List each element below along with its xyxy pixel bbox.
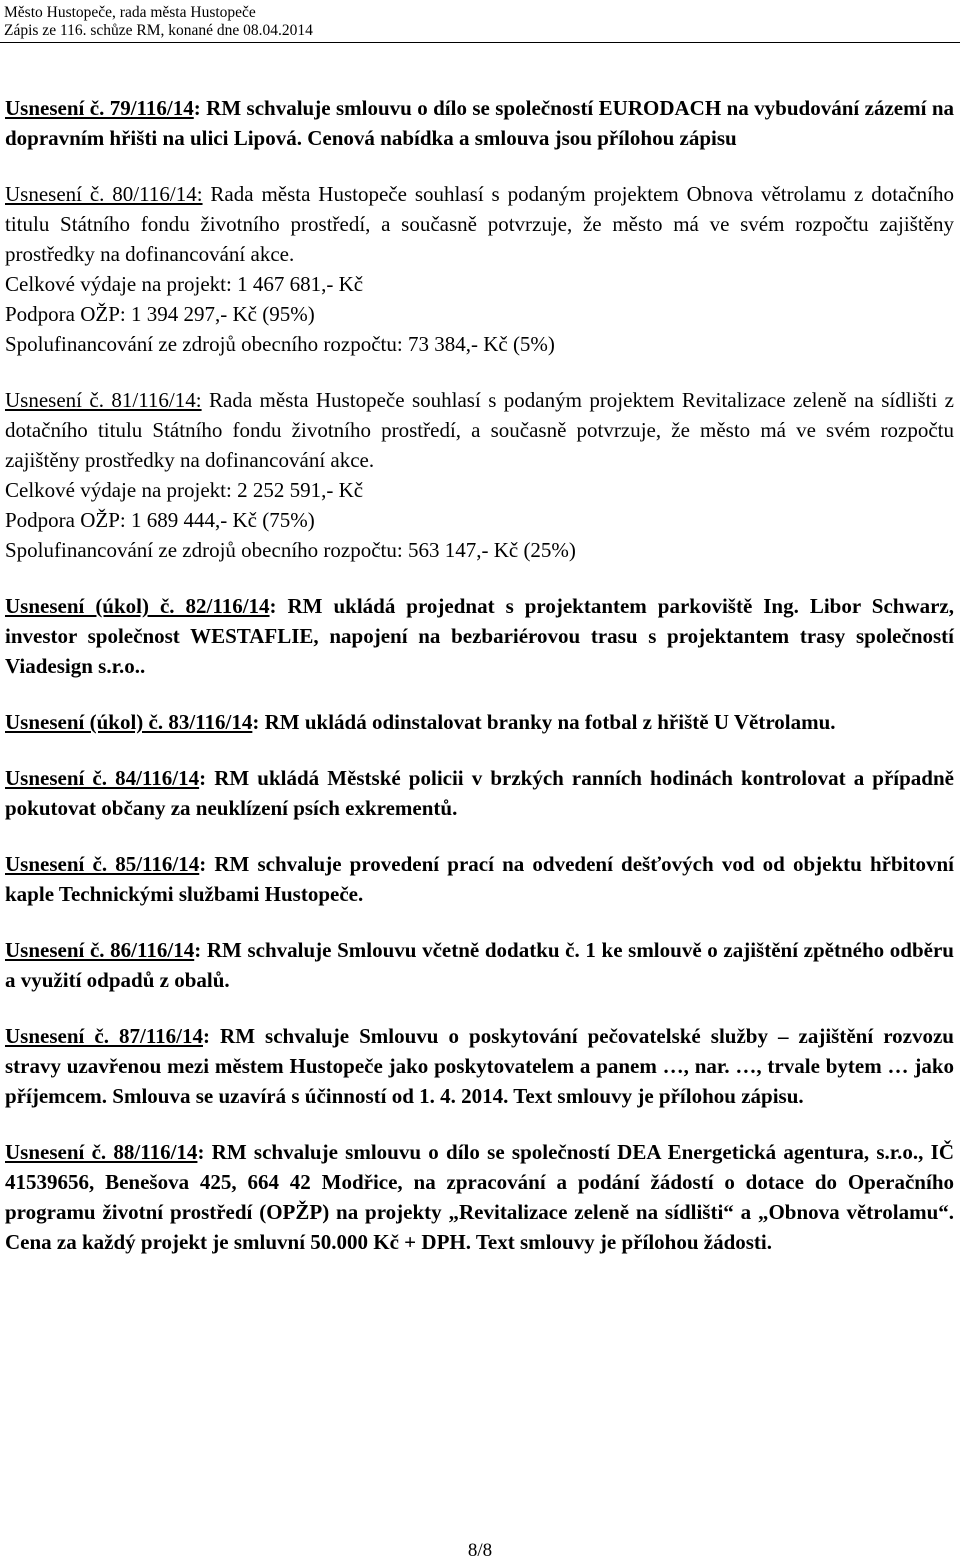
resolution-text: Rada města Hustopeče souhlasí s podaným projektem Revitalizace zeleně na sídlišti z dotačního titulu Státního fondu životního prostředí, a současně potvrzuje, že město má ve svém rozpočtu zajištěny prostředky na dofinancování akce.: [5, 388, 955, 472]
resolution-title: Usnesení č. 84/116/14: [5, 766, 200, 790]
page-number: 8/8: [467, 1540, 493, 1561]
budget-cofinancing: Spolufinancování ze zdrojů obecního rozpočtu: 563 147,- Kč (25%): [5, 538, 576, 562]
resolution-title: Usnesení č. 81/116/14:: [5, 388, 202, 412]
resolution-80: [5, 179, 954, 359]
resolution-text: : RM ukládá odinstalovat branky na fotbal z hřiště U Větrolamu.: [252, 710, 836, 734]
resolution-79: [5, 93, 954, 153]
header-municipality: Město Hustopeče, rada města Hustopeče: [4, 4, 256, 21]
page-header: [4, 4, 954, 40]
resolution-title: Usnesení č. 79/116/14: [5, 96, 194, 120]
resolution-text: Rada města Hustopeče souhlasí s podaným projektem Obnova větrolamu z dotačního titulu Státního fondu životního prostředí, a současně potvrzuje, že město má ve svém rozpočtu zajištěny prostředky na dofinancování akce.: [5, 182, 955, 266]
resolution-81: [5, 385, 954, 565]
resolution-text: : RM schvaluje Smlouvu o poskytování pečovatelské služby – zajištění rozvozu stravy uzavřenou mezi městem Hustopeče jako poskytovatelem a panem …, nar. …, trvale bytem … jako příjemcem. Smlouva se uzavírá s účinností od 1. 4. 2014. Text smlouvy je přílohou zápisu.: [5, 1024, 954, 1108]
resolution-text: : RM schvaluje smlouvu o dílo se společností EURODACH na vybudování zázemí na dopravním hřišti na ulici Lipová. Cenová nabídka a smlouva jsou přílohou zápisu: [5, 96, 955, 150]
budget-subsidy: Podpora OŽP: 1 394 297,- Kč (95%): [5, 302, 315, 326]
minutes-body: [5, 93, 954, 1257]
resolution-82: [5, 591, 954, 681]
resolution-86: [5, 935, 954, 995]
resolution-title: Usnesení č. 88/116/14: [5, 1140, 198, 1164]
resolution-text: : RM schvaluje smlouvu o dílo se společností DEA Energetická agentura, s.r.o., IČ 41539656, Benešova 425, 664 42 Modřice, na zpracování a podání žádostí o dotace do Operačního programu životní prostředí (OPŽP) na projekty „Revitalizace zeleně na sídlišti“ a „Obnova větrolamu“. Cena za každý projekt je smluvní 50.000 Kč + DPH. Text smlouvy je přílohou žádosti.: [5, 1140, 954, 1254]
budget-cofinancing: Spolufinancování ze zdrojů obecního rozpočtu: 73 384,- Kč (5%): [5, 332, 555, 356]
resolution-title: Usnesení (úkol) č. 82/116/14: [5, 594, 270, 618]
budget-total: Celkové výdaje na projekt: 2 252 591,- Kč: [5, 478, 364, 502]
resolution-title: Usnesení (úkol) č. 83/116/14: [5, 710, 253, 734]
resolution-text: : RM schvaluje Smlouvu včetně dodatku č. 1 ke smlouvě o zajištění zpětného odběru a využití odpadů z obalů.: [5, 938, 954, 992]
resolution-title: Usnesení č. 80/116/14:: [5, 182, 203, 206]
resolution-title: Usnesení č. 86/116/14: [5, 938, 195, 962]
budget-subsidy: Podpora OŽP: 1 689 444,- Kč (75%): [5, 508, 315, 532]
resolution-title: Usnesení č. 85/116/14: [5, 852, 200, 876]
resolution-text: : RM ukládá projednat s projektantem parkoviště Ing. Libor Schwarz, investor společnost WESTAFLIE, napojení na bezbariérovou trasu s projektantem trasy společností Viadesign s.r.o..: [5, 594, 954, 678]
resolution-85: [5, 849, 954, 909]
header-meeting-info: Zápis ze 116. schůze RM, konané dne 08.04.2014: [4, 22, 313, 39]
resolution-title: Usnesení č. 87/116/14: [5, 1024, 203, 1048]
resolution-83: [5, 707, 954, 737]
resolution-87: [5, 1021, 954, 1111]
budget-total: Celkové výdaje na projekt: 1 467 681,- Kč: [5, 272, 364, 296]
resolution-text: : RM schvaluje provedení prací na odvedení dešťových vod od objektu hřbitovní kaple Technickými službami Hustopeče.: [5, 852, 954, 906]
resolution-88: [5, 1137, 954, 1257]
resolution-text: : RM ukládá Městské policii v brzkých ranních hodinách kontrolovat a případně pokutovat občany za neuklízení psích exkrementů.: [5, 766, 954, 820]
resolution-84: [5, 763, 954, 823]
header-divider: [0, 42, 960, 43]
